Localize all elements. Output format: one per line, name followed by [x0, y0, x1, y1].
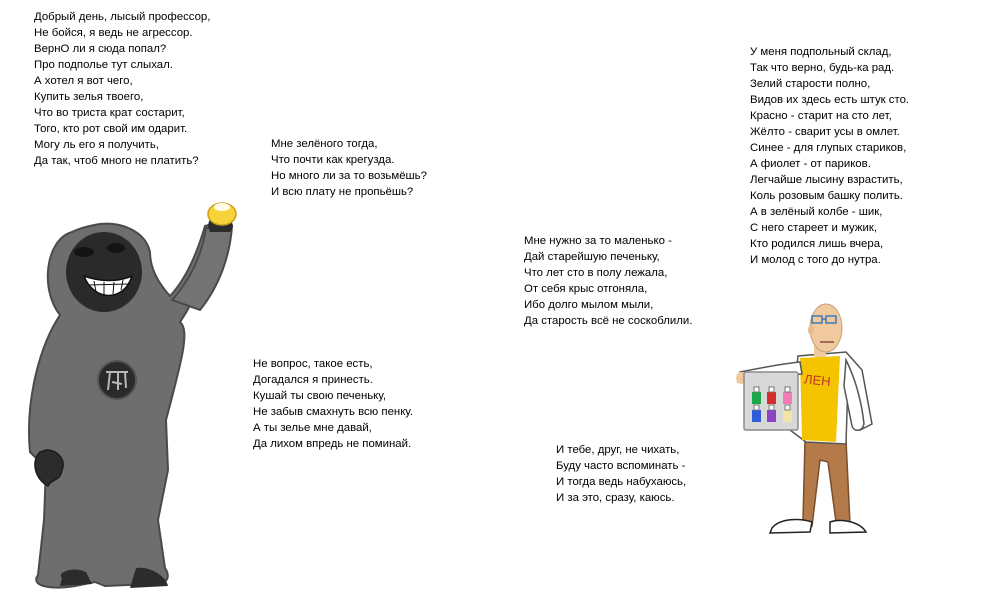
potion-bottles — [752, 387, 792, 422]
verse-line: Видов их здесь есть штук сто. — [750, 94, 910, 106]
monk-left-eye — [74, 247, 94, 257]
verse-line: И за это, сразу, каюсь. — [556, 492, 675, 504]
verse-line: Не бойся, я ведь не агрессор. — [34, 27, 193, 39]
verse-line: А в зелёный колбе - шик, — [750, 206, 883, 218]
verse-line: И всю плату не пропьёшь? — [271, 186, 414, 198]
verse-line: Кто родился лишь вчера, — [750, 238, 884, 250]
verse-line: Что во триста крат состарит, — [34, 107, 185, 119]
professor-right-shoe — [830, 520, 866, 533]
verse-line: Синее - для глупых стариков, — [750, 142, 907, 154]
monk-face — [66, 232, 142, 312]
verse-line: А ты зелье мне давай, — [253, 422, 372, 434]
verse-line: Буду часто вспоминать - — [556, 460, 686, 472]
verse-line: Да лихом впредь не поминай. — [253, 438, 412, 450]
verse-line: От себя крыс отгоняла, — [524, 283, 648, 295]
potion-yellow-icon — [783, 410, 792, 422]
verse-line: Мне нужно за то маленько - — [524, 235, 672, 247]
shirt-label: ЛЕН — [803, 371, 832, 390]
verse-line: Не забыв смахнуть всю пенку. — [253, 406, 414, 418]
verse-line: Купить зелья твоего, — [34, 91, 144, 103]
professor-head — [810, 304, 842, 352]
professor-figure — [736, 304, 872, 533]
monk-figure — [29, 203, 236, 588]
verse-line: ВернО ли я сюда попал? — [34, 43, 167, 55]
verse-line: Легчайше лысину взрастить, — [750, 174, 903, 186]
verse-line: Красно - старит на сто лет, — [750, 110, 892, 122]
potion-green-icon — [752, 392, 761, 404]
potion-purple-icon — [767, 410, 776, 422]
verse-line: Про подполье тут слыхал. — [34, 59, 173, 71]
verse-line: А фиолет - от париков. — [750, 158, 871, 170]
potion-blue-icon — [752, 410, 761, 422]
verse-line: У меня подпольный склад, — [750, 46, 892, 58]
verse-line: А хотел я вот чего, — [34, 75, 133, 87]
verse-line: Того, кто рот свой им одарит. — [34, 123, 188, 135]
potion-red-1-icon — [767, 392, 776, 404]
cookie-foam-icon — [214, 203, 230, 211]
verse-line: Добрый день, лысый профессор, — [34, 11, 211, 23]
professor-ear — [808, 325, 814, 335]
verse-line: Зелий старости полно, — [750, 78, 871, 90]
professor-pants — [797, 440, 850, 526]
verse-line: Что лет сто в полу лежала, — [524, 267, 668, 279]
verse-line: Не вопрос, такое есть, — [253, 358, 373, 370]
verse-line: Да так, чтоб много не платить? — [34, 155, 199, 167]
monk-right-eye — [107, 243, 125, 253]
verse-line: Коль розовым башку полить. — [750, 190, 903, 202]
verse-line: Так что верно, будь-ка рад. — [750, 62, 895, 74]
verse-line: Могу ль его я получить, — [34, 139, 159, 151]
verse-line: И тебе, друг, не чихать, — [556, 444, 680, 456]
verse-line: Жёлто - сварит усы в омлет. — [750, 126, 900, 138]
potion-pink-icon — [783, 392, 792, 404]
professor-left-shoe — [770, 520, 812, 533]
verse-line: И молод с того до нутра. — [750, 254, 881, 266]
verse-line: С него стареет и мужик, — [750, 222, 877, 234]
verse-line: Да старость всё не соскоблили. — [524, 315, 693, 327]
verse-line: Догадался я принесть. — [253, 374, 373, 386]
verse-line: Но много ли за то возьмёшь? — [271, 170, 427, 182]
verse-line: Мне зелёного тогда, — [271, 138, 378, 150]
verse-line: Что почти как крегуздa. — [271, 154, 395, 166]
verse-line: Кушай ты свою печеньку, — [253, 390, 387, 402]
verse-line: Дай старейшую печеньку, — [524, 251, 660, 263]
professor-shirt — [800, 356, 840, 442]
verse-line: Ибо долго мылом мыли, — [524, 299, 654, 311]
verse-line: И тогда ведь набухаюсь, — [556, 476, 687, 488]
